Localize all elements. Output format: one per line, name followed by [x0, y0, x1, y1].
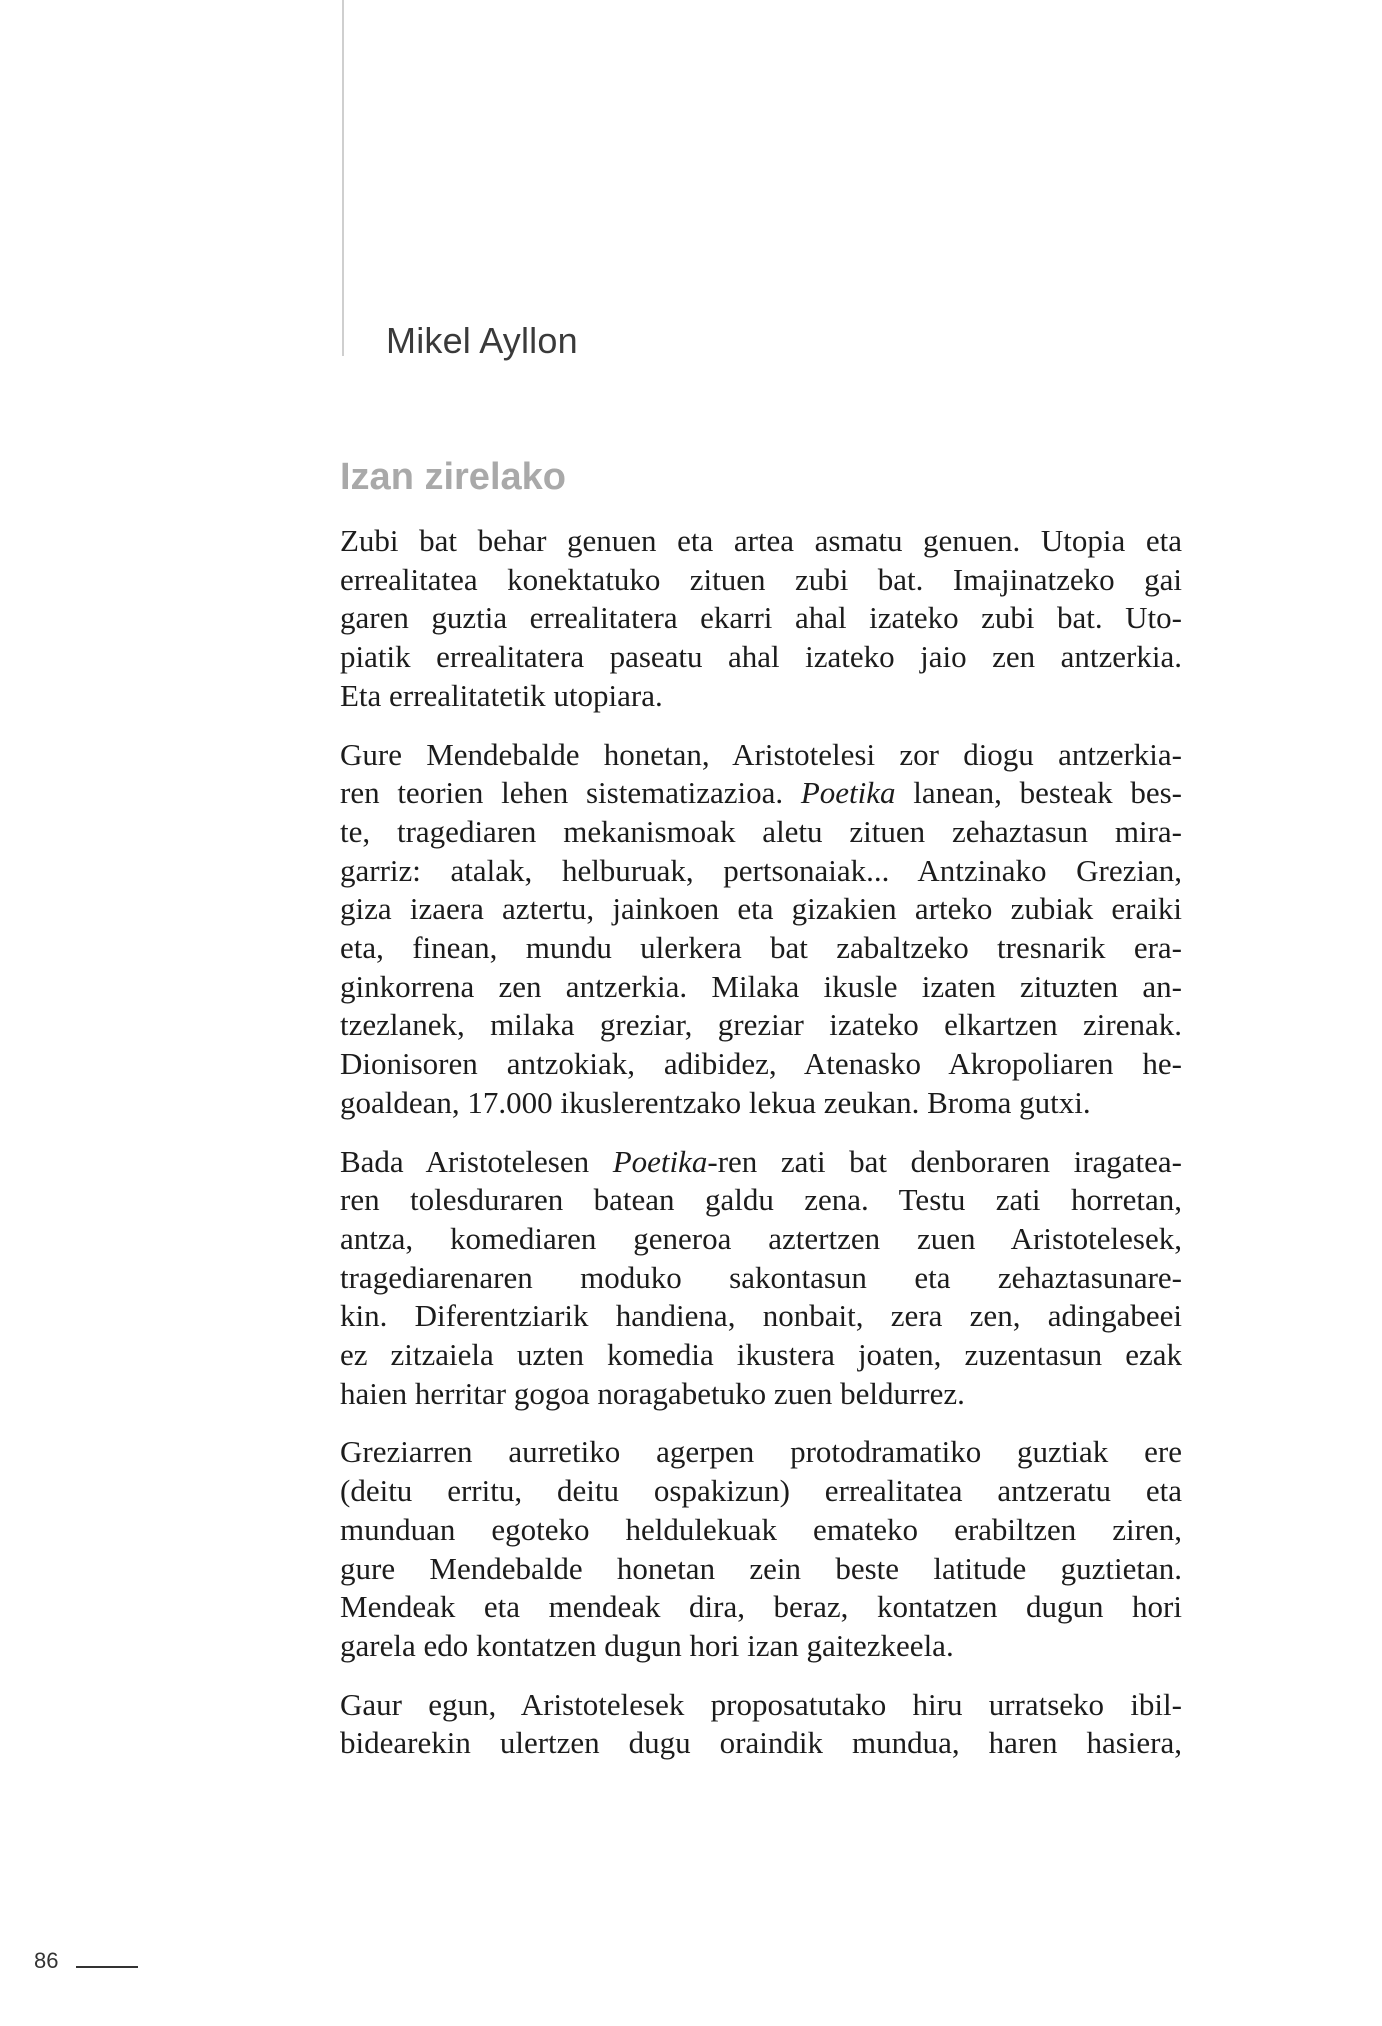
text-run: Bada Aristotelesen — [340, 1143, 613, 1179]
text-run: lanean, besteak bes- — [895, 775, 1182, 811]
text-line — [340, 813, 1182, 852]
text-line — [340, 1433, 1182, 1472]
text-run: giza izaera aztertu, jainkoen eta gizakien arteko zubiak eraiki — [340, 891, 1182, 927]
text-run: piatik errealitatera paseatu ahal izateko jaio zen antzerkia. — [340, 639, 1182, 675]
text-line — [340, 890, 1182, 929]
text-run: -ren zati bat denboraren iragatea- — [707, 1143, 1182, 1179]
text-line — [340, 1259, 1182, 1298]
text-run: Zubi bat behar genuen eta artea asmatu genuen. Utopia eta — [340, 523, 1182, 558]
text-run: Eta errealitatetik utopiara. — [340, 677, 663, 713]
text-run: haien herritar gogoa noragabetuko zuen beldurrez. — [340, 1375, 965, 1411]
text-line — [340, 1588, 1182, 1627]
italic-title: Poetika — [800, 775, 896, 811]
footer-rule — [76, 1966, 138, 1968]
text-line — [340, 1724, 1182, 1763]
text-run: ez zitzaiela uzten komedia ikustera joaten, zuzentasun ezak — [340, 1337, 1182, 1373]
text-line — [340, 1143, 1182, 1182]
text-run: antza, komediaren generoa aztertzen zuen Aristotelesek, — [340, 1220, 1182, 1256]
text-run: Gaur egun, Aristotelesek proposatutako hiru urratseko ibil- — [340, 1686, 1182, 1722]
text-run: munduan egoteko heldulekuak emateko erabiltzen ziren, — [340, 1511, 1182, 1547]
margin-rule — [342, 0, 344, 356]
text-line — [340, 1084, 1182, 1123]
text-run: garela edo kontatzen dugun hori izan gaitezkeela. — [340, 1627, 954, 1663]
body-paragraph — [340, 736, 1182, 1123]
text-run: Greziarren aurretiko agerpen protodramatiko guztiak ere — [340, 1434, 1182, 1470]
text-run: eta, finean, mundu ulerkera bat zabaltzeko tresnarik era- — [340, 930, 1182, 966]
text-line — [340, 1375, 1182, 1414]
text-line — [340, 1006, 1182, 1045]
text-run: gure Mendebalde honetan zein beste latitude guztietan. — [340, 1550, 1182, 1586]
text-line — [340, 774, 1182, 813]
text-run: Gure Mendebalde honetan, Aristotelesi zor diogu antzerkia- — [340, 736, 1182, 772]
text-run: ren tolesduraren batean galdu zena. Testu zati horretan, — [340, 1182, 1182, 1218]
text-line — [340, 677, 1182, 716]
text-line — [340, 852, 1182, 891]
text-line — [340, 1045, 1182, 1084]
text-run: Dionisoren antzokiak, adibidez, Atenasko Akropoliaren he- — [340, 1046, 1182, 1082]
text-run: tragediarenaren moduko sakontasun eta zehaztasunare- — [340, 1259, 1182, 1295]
text-run: tzezlanek, milaka greziar, greziar izateko elkartzen zirenak. — [340, 1007, 1182, 1043]
text-run: goaldean, 17.000 ikuslerentzako lekua zeukan. Broma gutxi. — [340, 1084, 1091, 1120]
text-line — [340, 929, 1182, 968]
text-run: bidearekin ulertzen dugu oraindik mundua, haren hasiera, — [340, 1725, 1182, 1761]
text-line — [340, 736, 1182, 775]
text-run: errealitatea konektatuko zituen zubi bat. Imajinatzeko gai — [340, 561, 1182, 597]
text-line — [340, 1336, 1182, 1375]
text-line — [340, 561, 1182, 600]
text-run: Mendeak eta mendeak dira, beraz, kontatzen dugun hori — [340, 1589, 1182, 1625]
text-run: garen guztia errealitatera ekarri ahal izateko zubi bat. Uto- — [340, 600, 1182, 636]
text-line — [340, 1297, 1182, 1336]
text-run: ginkorrena zen antzerkia. Milaka ikusle izaten zituzten an- — [340, 968, 1182, 1004]
text-line — [340, 599, 1182, 638]
text-run: kin. Diferentziarik handiena, nonbait, zera zen, adingabeei — [340, 1298, 1182, 1334]
text-line — [340, 1627, 1182, 1666]
text-line — [340, 1511, 1182, 1550]
text-run: ren teorien lehen sistematizazioa. — [340, 775, 801, 811]
body-paragraph — [340, 522, 1182, 716]
text-line — [340, 968, 1182, 1007]
text-line — [340, 522, 1182, 561]
body-paragraph — [340, 1143, 1182, 1414]
text-run: te, tragediaren mekanismoak aletu zituen zehaztasun mira- — [340, 813, 1182, 849]
text-line — [340, 1472, 1182, 1511]
text-line — [340, 1686, 1182, 1725]
body-paragraph — [340, 1433, 1182, 1665]
text-line — [340, 1220, 1182, 1259]
italic-title: Poetika — [612, 1143, 708, 1179]
author-name: Mikel Ayllon — [386, 320, 578, 361]
body-text — [340, 522, 1182, 1783]
text-run: (deitu erritu, deitu ospakizun) errealitatea antzeratu eta — [340, 1473, 1182, 1509]
text-line — [340, 1181, 1182, 1220]
body-paragraph — [340, 1686, 1182, 1763]
article-title: Izan zirelako — [340, 456, 566, 498]
text-line — [340, 1550, 1182, 1589]
text-line — [340, 638, 1182, 677]
text-run: garriz: atalak, helburuak, pertsonaiak... Antzinako Grezian, — [340, 852, 1182, 888]
page-number: 86 — [34, 1948, 59, 1973]
